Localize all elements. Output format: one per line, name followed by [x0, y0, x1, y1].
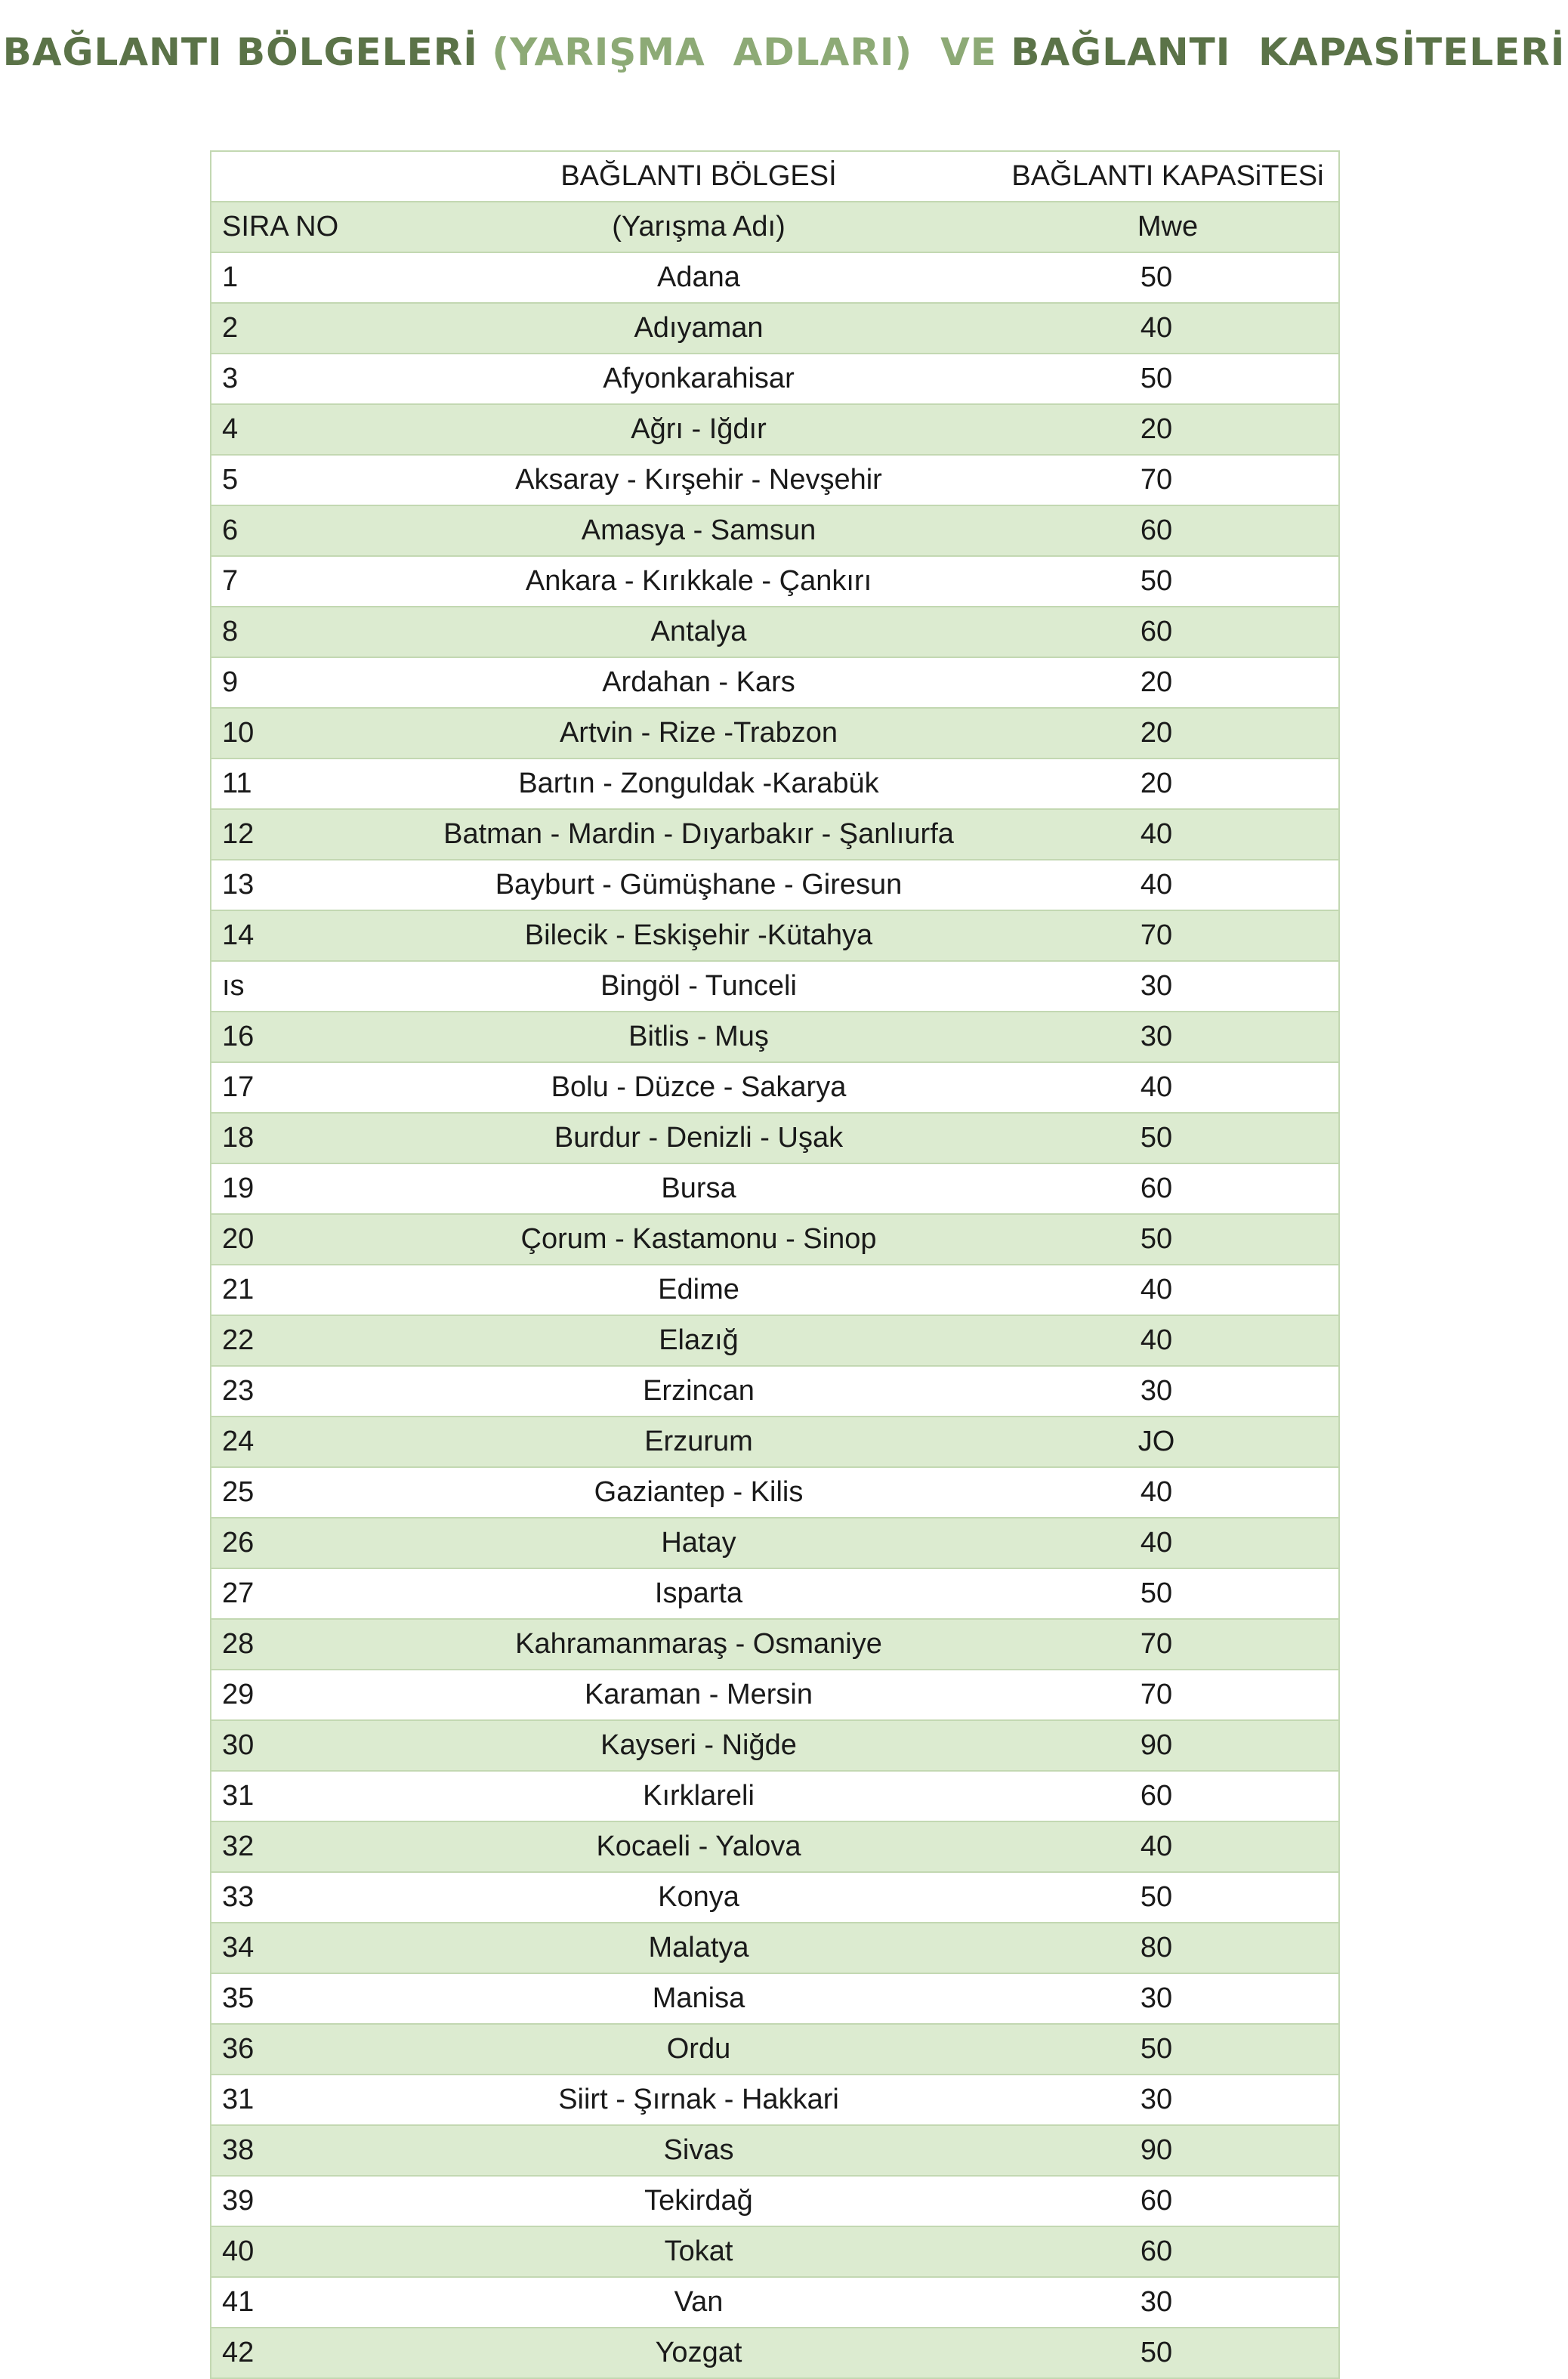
row-kapasite: 60 — [997, 2176, 1338, 2226]
title-part-1: BAĞLANTI BÖLGELERİ — [2, 30, 492, 74]
row-baglanti-bolgesi: Van — [400, 2277, 997, 2328]
row-baglanti-bolgesi: Ağrı - Iğdır — [400, 404, 997, 455]
row-baglanti-bolgesi: Ordu — [400, 2024, 997, 2075]
table-row — [211, 607, 1338, 657]
row-sira-no: 7 — [211, 556, 400, 607]
row-sira-no: 5 — [211, 455, 400, 505]
row-kapasite: 50 — [997, 1113, 1338, 1163]
row-kapasite: 30 — [997, 1366, 1338, 1417]
capacity-table-grid — [211, 152, 1338, 2377]
header-baglanti-kapasitesi: BAĞLANTI KAPASiTESi — [997, 152, 1338, 202]
table-row — [211, 1214, 1338, 1265]
table-row — [211, 1012, 1338, 1062]
row-kapasite: 30 — [997, 2075, 1338, 2125]
row-sira-no: 13 — [211, 860, 400, 910]
row-baglanti-bolgesi: Batman - Mardin - Dıyarbakır - Şanlıurfa — [400, 809, 997, 860]
row-kapasite: 20 — [997, 708, 1338, 758]
table-row — [211, 455, 1338, 505]
row-baglanti-bolgesi: Antalya — [400, 607, 997, 657]
table-row — [211, 1518, 1338, 1568]
table-row — [211, 2277, 1338, 2328]
row-baglanti-bolgesi: Kayseri - Niğde — [400, 1720, 997, 1771]
table-header-row-1 — [211, 152, 1338, 202]
row-kapasite: 40 — [997, 809, 1338, 860]
header-baglanti-bolgesi: BAĞLANTI BÖLGESİ — [400, 152, 997, 202]
row-kapasite: 60 — [997, 505, 1338, 556]
table-row — [211, 1467, 1338, 1518]
row-baglanti-bolgesi: Bilecik - Eskişehir -Kütahya — [400, 910, 997, 961]
row-baglanti-bolgesi: Gaziantep - Kilis — [400, 1467, 997, 1518]
table-row — [211, 1923, 1338, 1973]
row-kapasite: 40 — [997, 1821, 1338, 1872]
table-row — [211, 1113, 1338, 1163]
table-row — [211, 1821, 1338, 1872]
row-sira-no: 6 — [211, 505, 400, 556]
row-baglanti-bolgesi: Çorum - Kastamonu - Sinop — [400, 1214, 997, 1265]
row-baglanti-bolgesi: Isparta — [400, 1568, 997, 1619]
row-baglanti-bolgesi: Manisa — [400, 1973, 997, 2024]
row-sira-no: 20 — [211, 1214, 400, 1265]
row-sira-no: 42 — [211, 2328, 400, 2377]
row-baglanti-bolgesi: Konya — [400, 1872, 997, 1923]
table-row — [211, 2075, 1338, 2125]
header-yarisma-adi: (Yarışma Adı) — [400, 202, 997, 252]
row-baglanti-bolgesi: Amasya - Samsun — [400, 505, 997, 556]
table-row — [211, 1163, 1338, 1214]
row-kapasite: 40 — [997, 1315, 1338, 1366]
row-kapasite: 40 — [997, 1518, 1338, 1568]
row-baglanti-bolgesi: Afyonkarahisar — [400, 354, 997, 404]
row-baglanti-bolgesi: Edime — [400, 1265, 997, 1315]
row-kapasite: 50 — [997, 2024, 1338, 2075]
row-baglanti-bolgesi: Bursa — [400, 1163, 997, 1214]
row-baglanti-bolgesi: Siirt - Şırnak - Hakkari — [400, 2075, 997, 2125]
row-baglanti-bolgesi: Bitlis - Muş — [400, 1012, 997, 1062]
table-row — [211, 303, 1338, 354]
row-kapasite: 20 — [997, 404, 1338, 455]
row-kapasite: 50 — [997, 2328, 1338, 2377]
row-baglanti-bolgesi: Kırklareli — [400, 1771, 997, 1821]
row-baglanti-bolgesi: Artvin - Rize -Trabzon — [400, 708, 997, 758]
table-row — [211, 1417, 1338, 1467]
header-unit-mwe: Mwe — [997, 202, 1338, 252]
row-baglanti-bolgesi: Tekirdağ — [400, 2176, 997, 2226]
row-sira-no: 19 — [211, 1163, 400, 1214]
row-sira-no: 36 — [211, 2024, 400, 2075]
row-kapasite: 60 — [997, 1163, 1338, 1214]
row-sira-no: 17 — [211, 1062, 400, 1113]
row-kapasite: 40 — [997, 860, 1338, 910]
table-row — [211, 1265, 1338, 1315]
row-kapasite: 60 — [997, 2226, 1338, 2277]
title-part-3: VE — [912, 30, 1011, 74]
row-kapasite: 80 — [997, 1923, 1338, 1973]
table-row — [211, 2328, 1338, 2377]
table-row — [211, 2176, 1338, 2226]
table-row — [211, 1366, 1338, 1417]
row-kapasite: 50 — [997, 252, 1338, 303]
row-baglanti-bolgesi: Elazığ — [400, 1315, 997, 1366]
table-row — [211, 910, 1338, 961]
row-baglanti-bolgesi: Ardahan - Kars — [400, 657, 997, 708]
row-sira-no: 12 — [211, 809, 400, 860]
row-kapasite: 30 — [997, 2277, 1338, 2328]
table-row — [211, 860, 1338, 910]
row-baglanti-bolgesi: Ankara - Kırıkkale - Çankırı — [400, 556, 997, 607]
row-baglanti-bolgesi: Sivas — [400, 2125, 997, 2176]
row-kapasite: 90 — [997, 2125, 1338, 2176]
row-sira-no: 18 — [211, 1113, 400, 1163]
row-kapasite: 50 — [997, 1214, 1338, 1265]
table-row — [211, 1670, 1338, 1720]
row-sira-no: ıs — [211, 961, 400, 1012]
row-baglanti-bolgesi: Yozgat — [400, 2328, 997, 2377]
table-row — [211, 1619, 1338, 1670]
row-kapasite: 50 — [997, 1568, 1338, 1619]
row-kapasite: 30 — [997, 1973, 1338, 2024]
row-kapasite: 40 — [997, 1265, 1338, 1315]
table-row — [211, 1062, 1338, 1113]
row-sira-no: 14 — [211, 910, 400, 961]
row-sira-no: 27 — [211, 1568, 400, 1619]
capacity-table — [210, 150, 1340, 2379]
row-baglanti-bolgesi: Erzurum — [400, 1417, 997, 1467]
table-row — [211, 505, 1338, 556]
row-baglanti-bolgesi: Bolu - Düzce - Sakarya — [400, 1062, 997, 1113]
row-kapasite: 70 — [997, 1670, 1338, 1720]
table-row — [211, 252, 1338, 303]
row-sira-no: 16 — [211, 1012, 400, 1062]
header-sira-no-blank — [211, 152, 400, 202]
row-sira-no: 9 — [211, 657, 400, 708]
row-kapasite: 30 — [997, 1012, 1338, 1062]
row-kapasite: 40 — [997, 1467, 1338, 1518]
row-sira-no: 31 — [211, 1771, 400, 1821]
row-kapasite: 70 — [997, 455, 1338, 505]
row-kapasite: 60 — [997, 607, 1338, 657]
row-baglanti-bolgesi: Bayburt - Gümüşhane - Giresun — [400, 860, 997, 910]
row-sira-no: 21 — [211, 1265, 400, 1315]
table-row — [211, 1872, 1338, 1923]
row-sira-no: 26 — [211, 1518, 400, 1568]
row-sira-no: 33 — [211, 1872, 400, 1923]
row-sira-no: 25 — [211, 1467, 400, 1518]
row-kapasite: 70 — [997, 1619, 1338, 1670]
table-row — [211, 354, 1338, 404]
row-kapasite: 30 — [997, 961, 1338, 1012]
row-kapasite: JO — [997, 1417, 1338, 1467]
table-row — [211, 708, 1338, 758]
table-row — [211, 758, 1338, 809]
header-sira-no: SIRA NO — [211, 202, 400, 252]
row-baglanti-bolgesi: Hatay — [400, 1518, 997, 1568]
title-part-4: BAĞLANTI KAPASİTELERİ — [1011, 30, 1566, 74]
row-baglanti-bolgesi: Kocaeli - Yalova — [400, 1821, 997, 1872]
row-baglanti-bolgesi: Adıyaman — [400, 303, 997, 354]
row-baglanti-bolgesi: Adana — [400, 252, 997, 303]
row-kapasite: 90 — [997, 1720, 1338, 1771]
row-sira-no: 28 — [211, 1619, 400, 1670]
table-row — [211, 809, 1338, 860]
row-sira-no: 30 — [211, 1720, 400, 1771]
row-sira-no: 31 — [211, 2075, 400, 2125]
row-sira-no: 1 — [211, 252, 400, 303]
row-sira-no: 3 — [211, 354, 400, 404]
row-baglanti-bolgesi: Kahramanmaraş - Osmaniye — [400, 1619, 997, 1670]
table-row — [211, 1568, 1338, 1619]
row-baglanti-bolgesi: Burdur - Denizli - Uşak — [400, 1113, 997, 1163]
row-sira-no: 4 — [211, 404, 400, 455]
row-baglanti-bolgesi: Tokat — [400, 2226, 997, 2277]
row-sira-no: 39 — [211, 2176, 400, 2226]
row-sira-no: 24 — [211, 1417, 400, 1467]
table-row — [211, 2226, 1338, 2277]
row-kapasite: 70 — [997, 910, 1338, 961]
row-sira-no: 35 — [211, 1973, 400, 2024]
page-title — [0, 30, 1568, 74]
row-baglanti-bolgesi: Karaman - Mersin — [400, 1670, 997, 1720]
table-row — [211, 961, 1338, 1012]
row-sira-no: 2 — [211, 303, 400, 354]
table-row — [211, 556, 1338, 607]
row-kapasite: 50 — [997, 354, 1338, 404]
table-row — [211, 1771, 1338, 1821]
row-sira-no: 11 — [211, 758, 400, 809]
row-sira-no: 8 — [211, 607, 400, 657]
table-header-row-2 — [211, 202, 1338, 252]
row-baglanti-bolgesi: Aksaray - Kırşehir - Nevşehir — [400, 455, 997, 505]
row-sira-no: 10 — [211, 708, 400, 758]
row-kapasite: 50 — [997, 1872, 1338, 1923]
row-sira-no: 34 — [211, 1923, 400, 1973]
row-sira-no: 41 — [211, 2277, 400, 2328]
row-baglanti-bolgesi: Erzincan — [400, 1366, 997, 1417]
row-kapasite: 40 — [997, 1062, 1338, 1113]
row-baglanti-bolgesi: Bingöl - Tunceli — [400, 961, 997, 1012]
title-part-2: (YARIŞMA ADLARI) — [492, 30, 913, 74]
row-kapasite: 60 — [997, 1771, 1338, 1821]
row-sira-no: 22 — [211, 1315, 400, 1366]
table-row — [211, 1315, 1338, 1366]
row-sira-no: 23 — [211, 1366, 400, 1417]
row-sira-no: 40 — [211, 2226, 400, 2277]
table-row — [211, 657, 1338, 708]
row-baglanti-bolgesi: Malatya — [400, 1923, 997, 1973]
table-row — [211, 1720, 1338, 1771]
row-kapasite: 20 — [997, 758, 1338, 809]
table-row — [211, 2125, 1338, 2176]
row-sira-no: 29 — [211, 1670, 400, 1720]
row-kapasite: 40 — [997, 303, 1338, 354]
row-sira-no: 38 — [211, 2125, 400, 2176]
table-row — [211, 404, 1338, 455]
row-kapasite: 20 — [997, 657, 1338, 708]
row-sira-no: 32 — [211, 1821, 400, 1872]
row-baglanti-bolgesi: Bartın - Zonguldak -Karabük — [400, 758, 997, 809]
table-row — [211, 1973, 1338, 2024]
row-kapasite: 50 — [997, 556, 1338, 607]
table-row — [211, 2024, 1338, 2075]
